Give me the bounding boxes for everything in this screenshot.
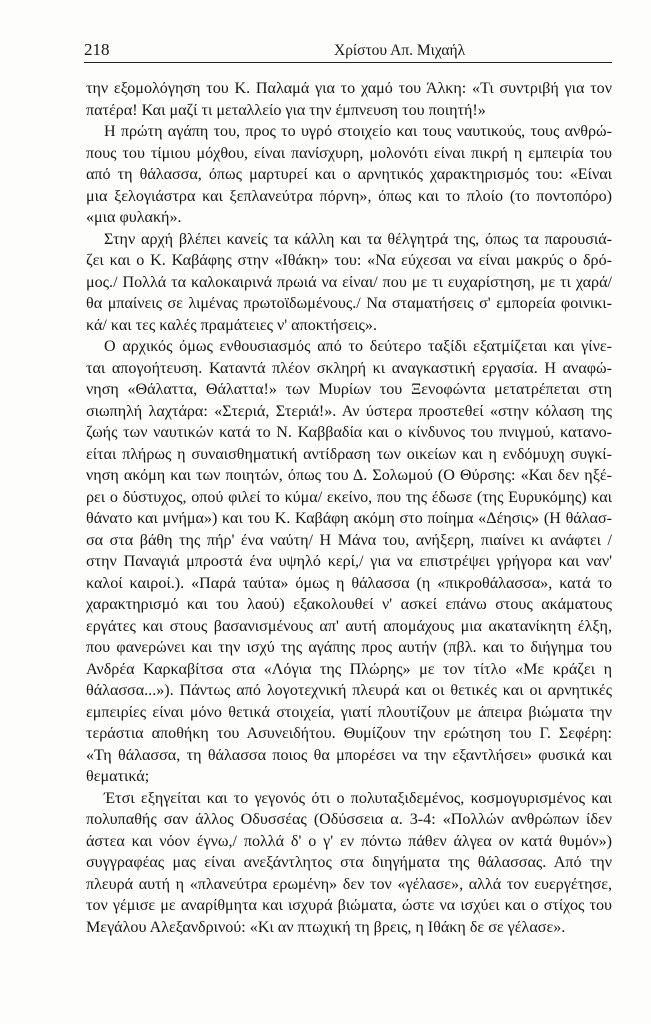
text-line: νηση «Θάλαττα, Θάλαττα!» των Μυρίων του Ξενοφώντα μετατρέπεται στη: [86, 381, 612, 398]
page-number: 218: [84, 40, 110, 59]
text-line: είται πλήρως η συναισθηματική αντίδραση των οικείων και η ενδόμυχη συγκί-: [86, 445, 612, 463]
text-line: εργάτες και στους βασανισμένους απ' αυτή απομάχους μια ακατανίκητη έλξη,: [86, 617, 612, 635]
text-line: ζωής των ναυτικών κατά το Ν. Καββαδία και ο κίνδυνος του πνιγμού, κατανο-: [86, 424, 612, 441]
text-line: Ο αρχικός όμως ενθουσιασμός από το δεύτερο ταξίδι εξατμίζεται και γίνε-: [104, 338, 612, 355]
text-line: που φανερώνει και την ισχύ της αγάπης προς αυτήν (πβλ. και το διήγημα του: [86, 639, 612, 656]
text-line: Μεγάλου Αλεξανδρινού: «Κι αν πτωχική τη βρεις, η Ιθάκη δε σε γέλασε».: [86, 918, 566, 936]
text-line: Στην αρχή βλέπει κανείς τα κάλλη και τα θέλγητρά της, όπως τα παρουσιά-: [104, 230, 612, 248]
text-line: ται απογοήτευση. Καταντά πλέον σκληρή κι αναγκαστική εργασία. Η αναφώ-: [86, 359, 612, 377]
text-line: θεματικά;: [86, 768, 150, 785]
text-line: καλοί καιροί.). «Παρά ταύτα» όμως η θάλασσα (η «πικροθάλασσα», κατά το: [86, 574, 612, 592]
text-line: Η πρώτη αγάπη του, προς το υγρό στοιχείο και τους ναυτικούς, τους ανθρώ-: [104, 123, 612, 140]
text-line: θάνατο και μνήμα») και του Κ. Καβάφη ακόμη στο ποίημα «Δέησις» (Η θάλασ-: [86, 510, 612, 527]
text-line: Έτσι εξηγείται και το γεγονός ότι ο πολυταξιδεμένος, κοσμογυρισμένος και: [104, 789, 612, 807]
paragraph: [86, 78, 612, 121]
text-line: θα μπαίνεις σε λιμένας πρωτοϊδωμένους./ Να σταματήσεις σ' εμπορεία φοινικι-: [86, 295, 612, 312]
text-line: μος./ Πολλά τα καλοκαιρινά πρωιά να είναι/ που με τι ευχαρίστηση, με τι χαρά/: [86, 273, 612, 291]
text-line: άστεα και νόον έγνω,/ πολλά δ' ο γ' εν πόντω πάθεν άλγεα ον κατά θυμόν»): [86, 832, 612, 850]
text-line: χαρακτηρισμό και του λαού) εξακολουθεί ν' ασκεί επάνω στους ακάματους: [86, 596, 612, 613]
text-line: μια ξελογιάστρα και ξεπλανεύτρα πόρνη», όπως και το πλοίο (το ποντοπόρο): [86, 187, 612, 205]
text-line: ρει ο δύστυχος, οπού φιλεί το κύμα/ εκείνο, που της έδωσε (της Ευρυκόμης) και: [86, 488, 612, 506]
text-line: εμπειρίες είναι μόνο θετικά στοιχεία, γιατί πλουτίζουν με άπειρα βιώματα την: [86, 703, 612, 721]
text-line: πολυπαθής σαν άλλος Οδυσσέας (Οδύσσεια α. 3-4: «Πολλών ανθρώπων ίδεν: [86, 811, 612, 828]
text-line: Ανδρέα Καρκαβίτσα στα «Λόγια της Πλώρης» με τον τίτλο «Με κράζει η: [86, 660, 612, 678]
body-text: [86, 78, 612, 938]
text-line: τον γέμισε με αναρίθμητα και ισχυρά βιώματα, ώστε να ισχύει και ο στίχος του: [86, 897, 612, 914]
text-line: θάλασσα...»). Πάντως από λογοτεχνική πλευρά και οι θετικές και οι αρνητικές: [86, 682, 612, 699]
paragraph: [86, 229, 612, 337]
text-line: σα στα βάθη της πήρ' ένα ναύτη/ Η Μάνα του, ανήξερη, πιαίνει κι ανάφτει /: [86, 531, 612, 549]
text-line: στην Παναγιά μπροστά ένα υψηλό κερί,/ για να επιστρέψει γρήγορα και ναν': [86, 553, 612, 570]
text-line: «μια φυλακή».: [86, 209, 182, 226]
text-line: σιωπηλή λαχτάρα: «Στεριά, Στεριά!». Αν ύστερα προστεθεί «στην κόλαση της: [86, 402, 612, 420]
text-line: συγγραφέας μας είναι ανεξάντλητος στα διηγήματα της θάλασσας. Από την: [86, 854, 612, 871]
text-line: από τη θάλασσα, όπως μαρτυρεί και ο αρνητικός χαρακτηρισμός του: «Είναι: [86, 166, 612, 183]
text-line: «Τη θάλασσα, τη θάλασσα ποιος θα μπορέσει να την εξαντλήσει» φυσικά και: [86, 746, 612, 764]
paragraph: [86, 788, 612, 939]
text-line: την εξομολόγηση του Κ. Παλαμά για το χαμό του Άλκη: «Τι συντριβή για τον: [86, 80, 612, 97]
text-line: νηση ακόμη και των ποιητών, όπως του Δ. Σολωμού (Ο Θύρσης: «Και δεν ηξέ-: [86, 467, 612, 484]
text-line: πους του τίμιου μόχθου, είναι πανίσχυρη, μολονότι είναι πικρή η εμπειρία του: [86, 144, 612, 162]
text-line: πλευρά αυτή η «πλανεύτρα ερωμένη» δεν τον «γέλασε», αλλά τον ευεργέτησε,: [86, 875, 612, 893]
text-line: ζει και ο Κ. Καβάφης στην «Ιθάκη» του: «Να εύχεσαι να είναι μακρύς ο δρό-: [86, 252, 612, 269]
running-head: Χρίστου Απ. Μιχαήλ: [334, 42, 466, 59]
text-line: πατέρα! Και μαζί τι μεταλλείο για την έμπνευση του ποιητή!»: [86, 101, 486, 119]
paragraph: [86, 336, 612, 788]
paragraph: [86, 121, 612, 229]
text-line: τεράστια αποθήκη του Ασυνειδήτου. Θυμίζουν την ερώτηση του Γ. Σεφέρη:: [86, 725, 612, 742]
page-header: [84, 34, 612, 63]
text-line: κά/ και τες καλές πραμάτειες ν' αποκτήσεις».: [86, 316, 377, 334]
